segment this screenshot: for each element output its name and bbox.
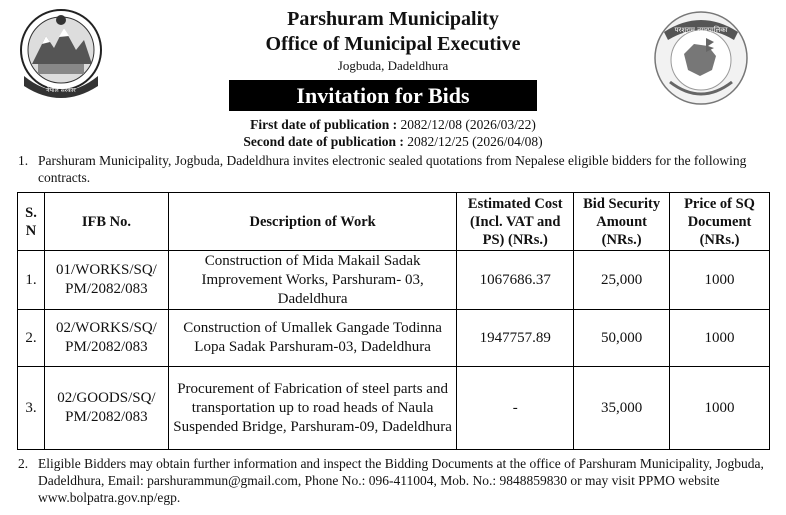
first-publication-date <box>0 117 786 133</box>
header-estimated-cost: Estimated Cost (Incl. VAT and PS) (NRs.) <box>457 193 574 251</box>
first-pub-label: First date of publication : <box>250 117 398 132</box>
cell-estimated-cost: - <box>457 367 574 450</box>
cell-estimated-cost: 1947757.89 <box>457 310 574 367</box>
table-header-row <box>18 193 770 251</box>
paragraph-number: 2. <box>18 456 29 471</box>
paragraph-number: 1. <box>18 153 29 168</box>
header-ifb: IFB No. <box>44 193 168 251</box>
office-address: Jogbuda, Dadeldhura <box>337 58 449 73</box>
paragraph-text: Eligible Bidders may obtain further information and inspect the Bidding Documents at the office of Parshuram Municipality, Jogbuda, Dadeldhura, Email: parshurammun@gmail.com, Phone No.: 096-411004, Mob. No.: 9848859830 or may visit PPMO website www.bolpatra.gov.np/egp. <box>38 456 764 505</box>
cell-bid-security: 35,000 <box>574 367 670 450</box>
header-sn: S. N <box>18 193 45 251</box>
first-pub-value: 2082/12/08 (2026/03/22) <box>397 117 536 132</box>
municipality-name: Parshuram Municipality <box>287 8 499 30</box>
cell-document-price: 1000 <box>670 310 770 367</box>
cell-sn: 2. <box>18 310 45 367</box>
cell-ifb: 01/WORKS/SQ/ PM/2082/083 <box>44 251 168 310</box>
table-row <box>18 367 770 450</box>
cell-ifb: 02/GOODS/SQ/ PM/2082/083 <box>44 367 168 450</box>
header-description: Description of Work <box>168 193 456 251</box>
table-row <box>18 310 770 367</box>
cell-description: Procurement of Fabrication of steel parts and transportation up to road heads of Naula Suspended Bridge, Parshuram-09, Dadeldhura <box>168 367 456 450</box>
cell-ifb: 02/WORKS/SQ/ PM/2082/083 <box>44 310 168 367</box>
second-publication-date <box>0 134 786 150</box>
svg-text:नेपाल सरकार: नेपाल सरकार <box>46 87 76 94</box>
cell-sn: 1. <box>18 251 45 310</box>
cell-description: Construction of Umallek Gangade Todinna Lopa Sadak Parshuram-03, Dadeldhura <box>168 310 456 367</box>
table-row <box>18 251 770 310</box>
second-pub-label: Second date of publication : <box>243 134 404 149</box>
header-document-price: Price of SQ Document (NRs.) <box>670 193 770 251</box>
paragraph-text: Parshuram Municipality, Jogbuda, Dadeldhura invites electronic sealed quotations from Nepalese eligible bidders for the following contracts. <box>38 153 747 185</box>
cell-bid-security: 50,000 <box>574 310 670 367</box>
cell-document-price: 1000 <box>670 251 770 310</box>
second-pub-value: 2082/12/25 (2026/04/08) <box>403 134 543 149</box>
office-name: Office of Municipal Executive <box>265 33 521 55</box>
cell-sn: 3. <box>18 367 45 450</box>
svg-text:परशुराम नगरपालिका: परशुराम नगरपालिका <box>674 26 728 34</box>
page-title: Invitation for Bids <box>229 80 537 111</box>
bids-table <box>17 192 770 450</box>
header-bid-security: Bid Security Amount (NRs.) <box>574 193 670 251</box>
cell-document-price: 1000 <box>670 367 770 450</box>
cell-description: Construction of Mida Makail Sadak Improvement Works, Parshuram- 03, Dadeldhura <box>168 251 456 310</box>
cell-bid-security: 25,000 <box>574 251 670 310</box>
cell-estimated-cost: 1067686.37 <box>457 251 574 310</box>
